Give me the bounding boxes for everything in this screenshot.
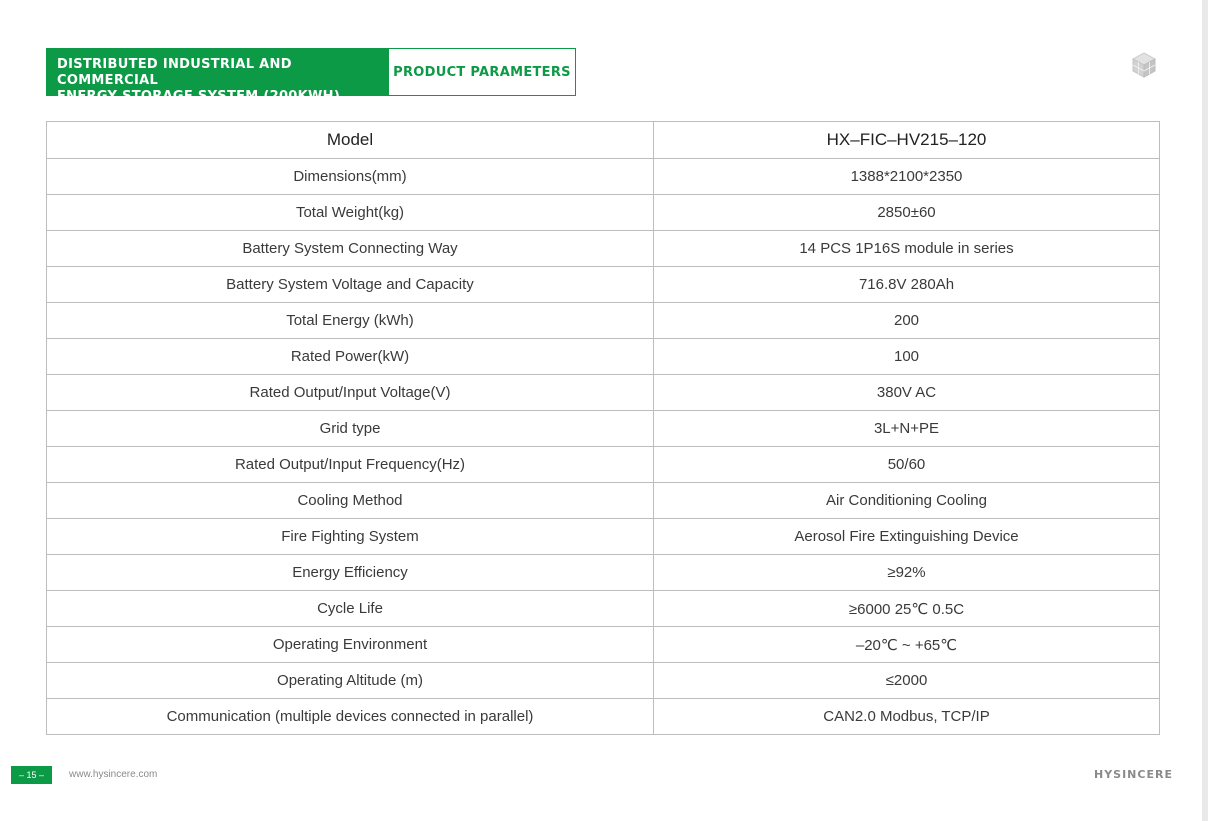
value-cell: 14 PCS 1P16S module in series: [654, 231, 1160, 267]
website-link[interactable]: www.hysincere.com: [69, 769, 158, 780]
param-cell: Total Weight(kg): [47, 195, 654, 231]
table-row: [47, 231, 1160, 267]
value-cell: Air Conditioning Cooling: [654, 483, 1160, 519]
cube-icon: [1131, 51, 1157, 79]
value-cell: –20℃ ~ +65℃: [654, 627, 1160, 663]
param-cell: Operating Environment: [47, 627, 654, 663]
value-cell: Aerosol Fire Extinguishing Device: [654, 519, 1160, 555]
table-row: [47, 159, 1160, 195]
header-value-cell: HX–FIC–HV215–120: [654, 122, 1160, 159]
param-cell: Cycle Life: [47, 591, 654, 627]
section-label: PRODUCT PARAMETERS: [389, 48, 576, 96]
table-row: [47, 627, 1160, 663]
param-cell: Communication (multiple devices connected in parallel): [47, 699, 654, 735]
table-row: [47, 411, 1160, 447]
value-cell: 100: [654, 339, 1160, 375]
param-cell: Fire Fighting System: [47, 519, 654, 555]
table-row: [47, 483, 1160, 519]
param-cell: Dimensions(mm): [47, 159, 654, 195]
param-cell: Grid type: [47, 411, 654, 447]
value-cell: 50/60: [654, 447, 1160, 483]
table-row: [47, 591, 1160, 627]
value-cell: CAN2.0 Modbus, TCP/IP: [654, 699, 1160, 735]
document-title-line2: ENERGY STORAGE SYSTEM (200KWH): [57, 89, 341, 104]
value-cell: 200: [654, 303, 1160, 339]
table-row: [47, 303, 1160, 339]
param-cell: Energy Efficiency: [47, 555, 654, 591]
page-edge: [1202, 0, 1208, 821]
table-row: [47, 267, 1160, 303]
spec-table: [46, 121, 1160, 735]
table-header-row: [47, 122, 1160, 159]
table-row: [47, 195, 1160, 231]
document-title: [46, 48, 389, 104]
table-row: [47, 555, 1160, 591]
param-cell: Battery System Connecting Way: [47, 231, 654, 267]
value-cell: ≥6000 25℃ 0.5C: [654, 591, 1160, 627]
param-cell: Rated Output/Input Frequency(Hz): [47, 447, 654, 483]
param-cell: Rated Power(kW): [47, 339, 654, 375]
table-row: [47, 339, 1160, 375]
value-cell: 716.8V 280Ah: [654, 267, 1160, 303]
param-cell: Battery System Voltage and Capacity: [47, 267, 654, 303]
value-cell: 3L+N+PE: [654, 411, 1160, 447]
value-cell: 380V AC: [654, 375, 1160, 411]
param-cell: Operating Altitude (m): [47, 663, 654, 699]
table-row: [47, 699, 1160, 735]
value-cell: ≥92%: [654, 555, 1160, 591]
param-cell: Cooling Method: [47, 483, 654, 519]
brand-logo: HYSINCERE: [1094, 768, 1173, 781]
param-cell: Rated Output/Input Voltage(V): [47, 375, 654, 411]
value-cell: 2850±60: [654, 195, 1160, 231]
document-title-line1: DISTRIBUTED INDUSTRIAL AND COMMERCIAL: [57, 57, 292, 88]
page-number: – 15 –: [11, 766, 52, 784]
table-row: [47, 663, 1160, 699]
table-row: [47, 375, 1160, 411]
table-row: [47, 447, 1160, 483]
value-cell: 1388*2100*2350: [654, 159, 1160, 195]
header-banner: [46, 48, 576, 104]
param-cell: Total Energy (kWh): [47, 303, 654, 339]
table-row: [47, 519, 1160, 555]
header-param-cell: Model: [47, 122, 654, 159]
value-cell: ≤2000: [654, 663, 1160, 699]
